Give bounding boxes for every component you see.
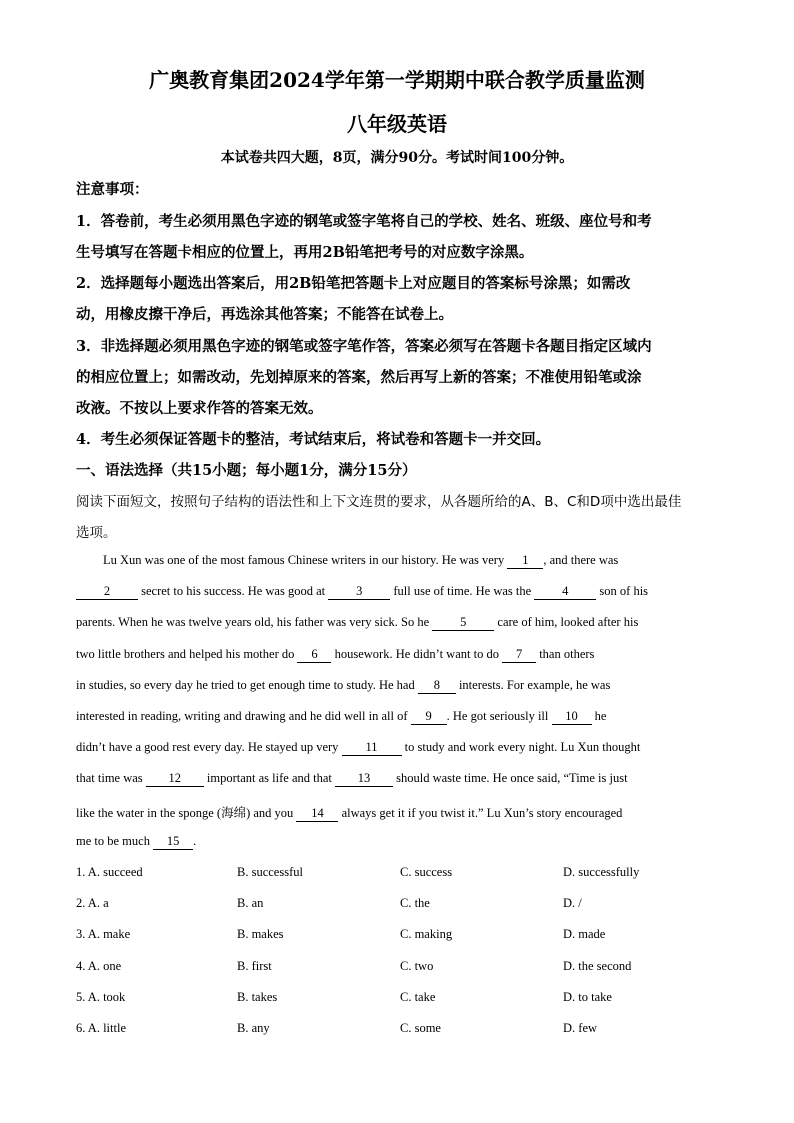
option-c: C. take — [400, 990, 436, 1004]
note-line: 1．答卷前，考生必须用黑色字迹的钢笔或签字笔将自己的学校、姓名、班级、座位号和考 — [76, 213, 652, 230]
note-line: 4．考生必须保证答题卡的整洁，考试结束后，将试卷和答题卡一并交回。 — [76, 431, 551, 448]
passage-line — [76, 553, 745, 569]
passage-line — [76, 740, 718, 756]
option-b: B. takes — [237, 990, 278, 1004]
passage-text: full use of time. He was the — [390, 584, 535, 598]
option-a: 3. A. make — [76, 927, 131, 941]
option-c: C. success — [400, 865, 453, 879]
answer-blank: 7 — [502, 648, 536, 663]
note-line: 动，用橡皮擦干净后，再选涂其他答案；不能答在试卷上。 — [76, 306, 453, 323]
passage-text: care of him, looked after his — [494, 615, 639, 629]
passage-text: Lu Xun was one of the most famous Chinese writers in our history. He was very — [103, 553, 508, 567]
answer-blank: 5 — [432, 616, 494, 631]
answer-blank: 15 — [153, 835, 193, 850]
passage-line — [76, 584, 718, 600]
answer-blank: 6 — [297, 648, 331, 663]
passage-text: secret to his success. He was good at — [138, 584, 329, 598]
option-d: D. few — [563, 1021, 598, 1035]
passage-text: interests. For example, he was — [455, 678, 611, 692]
option-a: 6. A. little — [76, 1021, 126, 1035]
passage-line — [76, 615, 718, 631]
option-c: C. making — [400, 927, 453, 941]
passage-text: should waste time. He once said, “Time is just — [393, 771, 628, 785]
passage-text: in studies, so every day he tried to get enough time to study. He had — [76, 678, 418, 692]
option-d: D. the second — [563, 959, 632, 973]
option-b: B. makes — [237, 927, 284, 941]
option-d: D. made — [563, 927, 606, 941]
note-line: 生号填写在答题卡相应的位置上，再用2B铅笔把考号的对应数字涂黑。 — [76, 244, 534, 261]
passage-text: . — [193, 834, 197, 848]
answer-blank: 8 — [418, 679, 456, 694]
passage-line — [76, 709, 718, 725]
exam-subject: 八年级英语 — [347, 112, 447, 136]
option-b: B. any — [237, 1021, 270, 1035]
option-a: 4. A. one — [76, 959, 122, 973]
passage-text: two little brothers and helped his mother do — [76, 647, 298, 661]
answer-blank: 9 — [411, 710, 447, 725]
answer-blank: 4 — [534, 585, 596, 600]
answer-blank: 13 — [335, 772, 393, 787]
option-a: 2. A. a — [76, 896, 109, 910]
option-a: 5. A. took — [76, 990, 126, 1004]
note-line: 的相应位置上；如需改动，先划掉原来的答案，然后再写上新的答案；不准使用铅笔或涂 — [76, 369, 642, 386]
passage-text: housework. He didn’t want to do — [331, 647, 503, 661]
option-c: C. some — [400, 1021, 441, 1035]
answer-blank: 10 — [552, 710, 592, 725]
option-d: D. to take — [563, 990, 612, 1004]
answer-blank: 12 — [146, 772, 204, 787]
answer-blank: 11 — [342, 741, 402, 756]
passage-text: that time was — [76, 771, 146, 785]
passage-text: parents. When he was twelve years old, his father was very sick. So he — [76, 615, 433, 629]
section-heading: 一、语法选择（共15小题；每小题1分，满分15分） — [76, 462, 417, 479]
option-d: D. / — [563, 896, 582, 910]
passage-text: than others — [536, 647, 595, 661]
instruction-line: 选项。 — [76, 525, 117, 541]
option-b: B. successful — [237, 865, 303, 879]
option-a: 1. A. succeed — [76, 865, 143, 879]
option-b: B. first — [237, 959, 272, 973]
passage-text: important as life and that — [203, 771, 335, 785]
instruction-line: 阅读下面短文，按照句子结构的语法性和上下文连贯的要求，从各题所给的A、B、C和D项中选出最佳 — [76, 494, 682, 510]
passage-line — [76, 647, 718, 663]
passage-text: didn’t have a good rest every day. He stayed up very — [76, 740, 342, 754]
passage-text: interested in reading, writing and drawing and he did well in all of — [76, 709, 411, 723]
exam-info: 本试卷共四大题，8页，满分90分。考试时间100分钟。 — [220, 150, 574, 166]
passage-text: he — [591, 709, 607, 723]
passage-text: always get it if you twist it.” Lu Xun’s story encouraged — [338, 806, 623, 820]
notes-heading: 注意事项： — [76, 181, 149, 198]
passage-line — [76, 771, 718, 787]
note-line: 改液。不按以上要求作答的答案无效。 — [76, 400, 323, 417]
exam-title: 广奥教育集团2024学年第一学期期中联合教学质量监测 — [149, 68, 645, 92]
passage-text: son of his — [596, 584, 649, 598]
option-c: C. two — [400, 959, 434, 973]
option-c: C. the — [400, 896, 430, 910]
note-line: 2．选择题每小题选出答案后，用2B铅笔把答题卡上对应题目的答案标号涂黑；如需改 — [76, 275, 631, 292]
passage-text: . He got seriously ill — [446, 709, 552, 723]
note-line: 3．非选择题必须用黑色字迹的钢笔或签字笔作答，答案必须写在答题卡各题目指定区域内 — [76, 338, 652, 355]
passage-line — [76, 678, 718, 694]
passage-text: me to be much — [76, 834, 154, 848]
answer-blank: 14 — [296, 807, 338, 822]
passage-line — [76, 834, 718, 850]
option-b: B. an — [237, 896, 264, 910]
answer-blank: 3 — [328, 585, 390, 600]
answer-blank: 1 — [507, 554, 543, 569]
option-d: D. successfully — [563, 865, 640, 879]
passage-text: like the water in the sponge (海绵) and you — [76, 806, 297, 820]
passage-text: , and there was — [543, 553, 619, 567]
answer-blank: 2 — [76, 585, 138, 600]
passage-text: to study and work every night. Lu Xun thought — [401, 740, 641, 754]
passage-line — [76, 803, 718, 822]
